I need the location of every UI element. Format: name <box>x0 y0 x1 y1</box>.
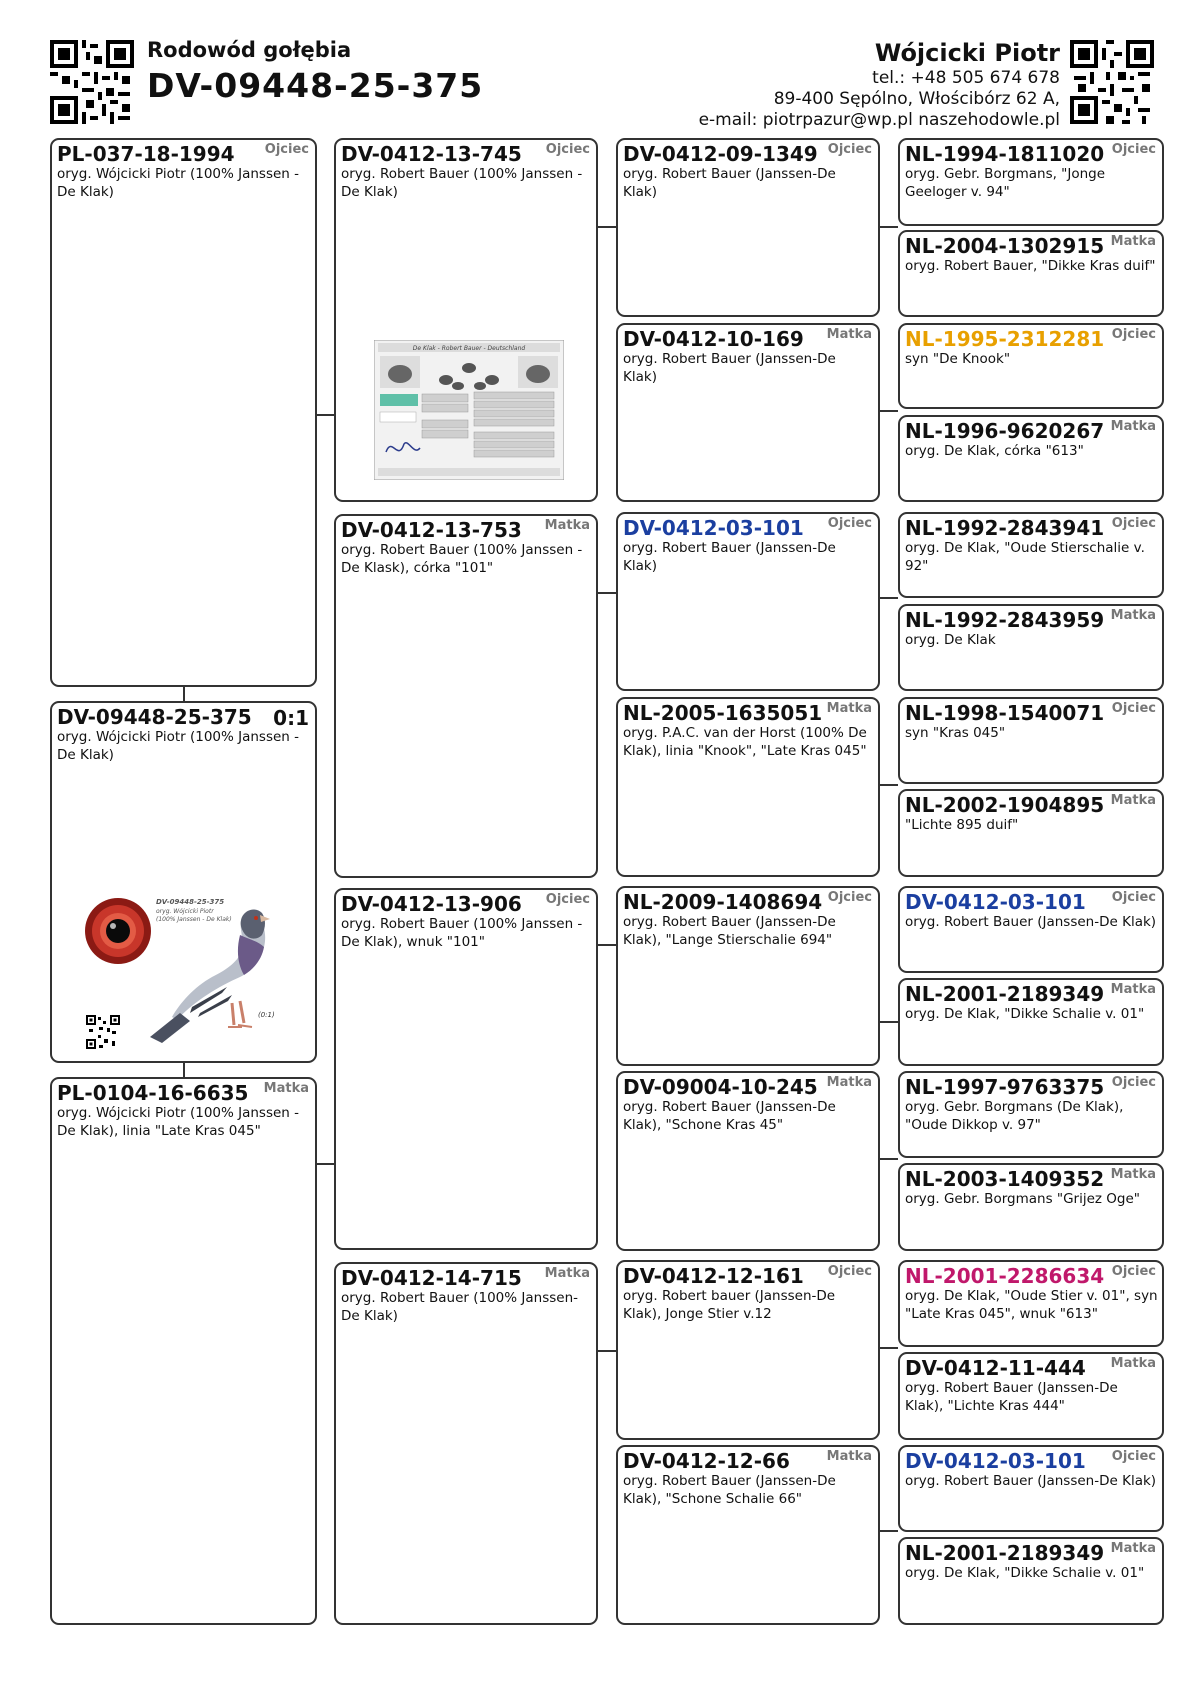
bird-description: oryg. Robert Bauer (Janssen-De Klak), "Schone Kras 45" <box>623 1099 836 1133</box>
pedigree-card-gen4[interactable] <box>898 978 1164 1066</box>
pedigree-card-gen4[interactable] <box>898 415 1164 502</box>
qr-code-left <box>50 40 134 124</box>
ring-number: NL-2005-1635051 <box>623 701 823 725</box>
ring-number: NL-1992-2843959 <box>905 608 1105 632</box>
document-photo-title: De Klak - Robert Bauer - Deutschland <box>412 345 526 352</box>
pedigree-card-sire[interactable] <box>50 138 317 687</box>
bird-description: oryg. Wójcicki Piotr (100% Janssen - De Klak) <box>57 729 300 763</box>
connector <box>317 414 334 416</box>
sex-label: Matka <box>826 1449 872 1464</box>
ring-number: DV-09448-25-375 <box>57 705 252 729</box>
bird-description: oryg. P.A.C. van der Horst (100% De Klak), linia "Knook", "Late Kras 045" <box>623 725 867 759</box>
pedigree-card-gen4[interactable] <box>898 1071 1164 1158</box>
pedigree-card-gen4[interactable] <box>898 1352 1164 1440</box>
ring-number: NL-1994-1811020 <box>905 142 1105 166</box>
sex-label: Ojciec <box>1111 327 1156 342</box>
ring-number: NL-2004-1302915 <box>905 234 1105 258</box>
ring-number: DV-0412-14-715 <box>341 1266 522 1290</box>
bird-description: syn "De Knook" <box>905 351 1011 367</box>
connector <box>598 1350 616 1352</box>
pedigree-card-gen4[interactable] <box>898 138 1164 226</box>
sex-label: Matka <box>826 701 872 716</box>
bird-description: oryg. Robert Bauer (Janssen-De Klak) <box>905 1473 1157 1489</box>
pedigree-card-gen2[interactable] <box>334 514 598 878</box>
sex-label: Ojciec <box>1111 1264 1156 1279</box>
sex-label: Ojciec <box>1111 516 1156 531</box>
sex-label: Matka <box>1110 419 1156 434</box>
sex-label: Ojciec <box>827 142 872 157</box>
sex-label: Matka <box>1110 608 1156 623</box>
owner-info <box>699 38 1060 131</box>
connector <box>880 597 898 599</box>
ring-number: DV-0412-09-1349 <box>623 142 818 166</box>
ring-number: DV-0412-11-444 <box>905 1356 1086 1380</box>
pedigree-document-photo <box>374 340 564 480</box>
sex-label: Matka <box>1110 1356 1156 1371</box>
owner-name: Wójcicki Piotr <box>874 39 1060 67</box>
sex-label: Matka <box>1110 234 1156 249</box>
pedigree-card-gen3[interactable] <box>616 697 880 877</box>
sex-label: Ojciec <box>827 516 872 531</box>
sex-label: Ojciec <box>264 142 309 157</box>
sex-label: Ojciec <box>1111 701 1156 716</box>
ring-number: NL-1997-9763375 <box>905 1075 1105 1099</box>
pedigree-card-gen3[interactable] <box>616 512 880 691</box>
photo-caption-ring: DV-09448-25-375 <box>156 898 225 906</box>
bird-description: oryg. Gebr. Borgmans "Grijez Oge" <box>905 1191 1141 1207</box>
pedigree-card-gen3[interactable] <box>616 1260 880 1440</box>
connector <box>880 1021 898 1023</box>
connector <box>880 1158 898 1160</box>
ring-number: DV-0412-13-906 <box>341 892 522 916</box>
bird-description: oryg. Robert Bauer (Janssen-De Klak), "Lange Stierschalie 694" <box>623 914 836 948</box>
pedigree-card-gen4[interactable] <box>898 323 1164 409</box>
pedigree-card-gen3[interactable] <box>616 138 880 317</box>
connector <box>880 410 898 412</box>
connector <box>880 226 898 228</box>
ring-number: DV-0412-12-66 <box>623 1449 790 1473</box>
sex-label: Matka <box>1110 1541 1156 1556</box>
sex-label: Matka <box>1110 793 1156 808</box>
pedigree-card-subject[interactable] <box>50 701 317 1063</box>
bird-description: oryg. De Klak, córka "613" <box>905 443 1084 459</box>
bird-description: oryg. Robert bauer (Janssen-De Klak), Jonge Stier v.12 <box>623 1288 836 1322</box>
pedigree-card-gen3[interactable] <box>616 886 880 1066</box>
photo-caption-owner: oryg. Wójcicki Piotr <box>156 908 214 915</box>
sex-label: Ojciec <box>1111 890 1156 905</box>
pedigree-card-gen4[interactable] <box>898 230 1164 317</box>
connector <box>183 687 185 701</box>
sex-label: Ojciec <box>1111 1449 1156 1464</box>
pedigree-card-gen3[interactable] <box>616 1071 880 1251</box>
connector <box>880 1347 898 1349</box>
ring-number: NL-1992-2843941 <box>905 516 1105 540</box>
connector <box>598 944 616 946</box>
sex-label: Matka <box>544 1266 590 1281</box>
sex-label: Matka <box>1110 1167 1156 1182</box>
bird-description: oryg. Gebr. Borgmans, "Jonge Geeloger v. 94" <box>905 166 1106 200</box>
connector <box>183 1063 185 1077</box>
bird-description: oryg. Robert Bauer (Janssen-De Klak), "Schone Schalie 66" <box>623 1473 836 1507</box>
sex-label: Matka <box>826 1075 872 1090</box>
ring-number: NL-2003-1409352 <box>905 1167 1105 1191</box>
sex-label: Ojciec <box>1111 1075 1156 1090</box>
ring-number: DV-0412-03-101 <box>905 890 1086 914</box>
ring-number: NL-1998-1540071 <box>905 701 1105 725</box>
ring-number: NL-1995-2312281 <box>905 327 1105 351</box>
sex-label: Ojciec <box>545 892 590 907</box>
ring-number: DV-09004-10-245 <box>623 1075 818 1099</box>
pedigree-card-gen3[interactable] <box>616 1445 880 1625</box>
ring-number: NL-2002-1904895 <box>905 793 1105 817</box>
pedigree-card-gen4[interactable] <box>898 604 1164 691</box>
ring-number: NL-2001-2189349 <box>905 982 1105 1006</box>
pedigree-card-dam[interactable] <box>50 1077 317 1625</box>
bird-description: oryg. De Klak, "Oude Stierschalie v. 92" <box>905 540 1145 574</box>
sex-label: Matka <box>826 327 872 342</box>
ring-number: NL-2009-1408694 <box>623 890 823 914</box>
sex-label: Ojciec <box>545 142 590 157</box>
bird-description: "Lichte 895 duif" <box>905 817 1019 833</box>
bird-description: oryg. De Klak <box>905 632 996 648</box>
bird-description: oryg. Wójcicki Piotr (100% Janssen - De Klak) <box>57 166 300 200</box>
bird-description: oryg. De Klak, "Dikke Schalie v. 01" <box>905 1006 1145 1022</box>
pigeon-photo <box>82 895 287 1055</box>
owner-address: 89-400 Sępólno, Włościbórz 62 A, <box>773 89 1060 109</box>
pedigree-card-gen2[interactable] <box>334 138 598 502</box>
eye-photo <box>84 898 154 965</box>
pedigree-card-gen4[interactable] <box>898 1537 1164 1625</box>
pedigree-card-gen4[interactable] <box>898 1163 1164 1251</box>
bird-description: oryg. Robert Bauer, "Dikke Kras duif" <box>905 258 1156 274</box>
ring-number: PL-0104-16-6635 <box>57 1081 249 1105</box>
bird-description: oryg. Robert Bauer (Janssen-De Klak) <box>623 540 836 574</box>
bird-description: syn "Kras 045" <box>905 725 1006 741</box>
pedigree-card-gen4[interactable] <box>898 886 1164 973</box>
connector <box>598 592 616 594</box>
ring-number: DV-0412-10-169 <box>623 327 804 351</box>
bird-description: oryg. Robert Bauer (Janssen-De Klak) <box>623 166 836 200</box>
ring-number: DV-0412-12-161 <box>623 1264 804 1288</box>
connector <box>880 1530 898 1532</box>
sex-label: Matka <box>263 1081 309 1096</box>
pedigree-card-gen3[interactable] <box>616 323 880 502</box>
qr-code-right <box>1070 40 1154 124</box>
bird-description: oryg. Robert Bauer (Janssen-De Klak) <box>623 351 836 385</box>
sex-label: Ojciec <box>1111 142 1156 157</box>
bird-description: oryg. Robert Bauer (100% Janssen - De Klak) <box>341 166 583 200</box>
pedigree-card-gen2[interactable] <box>334 888 598 1250</box>
sex-label: Ojciec <box>827 1264 872 1279</box>
ring-number: PL-037-18-1994 <box>57 142 235 166</box>
bird-description: oryg. Gebr. Borgmans (De Klak), "Oude Dikkop v. 97" <box>905 1099 1124 1133</box>
photo-caption-badge: (0:1) <box>258 1011 275 1019</box>
connector <box>880 784 898 786</box>
ring-number: DV-0412-03-101 <box>905 1449 1086 1473</box>
bird-description: oryg. De Klak, "Oude Stier v. 01", syn "Late Kras 045", wnuk "613" <box>905 1288 1158 1322</box>
bird-description: oryg. Robert Bauer (Janssen-De Klak), "Lichte Kras 444" <box>905 1380 1118 1414</box>
sex-label: Matka <box>544 518 590 533</box>
page-title-ring: DV-09448-25-375 <box>147 66 484 105</box>
sex-label: Ojciec <box>827 890 872 905</box>
photo-qr-code <box>86 1015 120 1049</box>
ring-number: NL-2001-2286634 <box>905 1264 1105 1288</box>
pedigree-card-gen2[interactable] <box>334 1262 598 1625</box>
bird-description: oryg. Robert Bauer (100% Janssen - De Klak), wnuk "101" <box>341 916 583 950</box>
bird-description: oryg. De Klak, "Dikke Schalie v. 01" <box>905 1565 1145 1581</box>
ring-number: NL-2001-2189349 <box>905 1541 1105 1565</box>
pedigree-card-gen4[interactable] <box>898 512 1164 598</box>
connector <box>598 226 616 228</box>
owner-phone: tel.: +48 505 674 678 <box>872 68 1060 88</box>
pedigree-card-gen4[interactable] <box>898 697 1164 784</box>
bird-description: oryg. Wójcicki Piotr (100% Janssen - De Klak), linia "Late Kras 045" <box>57 1105 300 1139</box>
ring-number: DV-0412-13-753 <box>341 518 522 542</box>
owner-contact: e-mail: piotrpazur@wp.pl naszehodowle.pl <box>698 110 1060 130</box>
bird-description: oryg. Robert Bauer (Janssen-De Klak) <box>905 914 1157 930</box>
pedigree-card-gen4[interactable] <box>898 1260 1164 1347</box>
pedigree-card-gen4[interactable] <box>898 789 1164 877</box>
bird-description: oryg. Robert Bauer (100% Janssen - De Klask), córka "101" <box>341 542 583 576</box>
ring-number: DV-0412-03-101 <box>623 516 804 540</box>
document-type: Rodowód gołębia <box>147 38 352 62</box>
pedigree-card-gen4[interactable] <box>898 1445 1164 1532</box>
ring-number: NL-1996-9620267 <box>905 419 1105 443</box>
sex-label: Matka <box>1110 982 1156 997</box>
photo-caption-line: (100% Janssen - De Klak) <box>156 916 232 923</box>
ring-number: DV-0412-13-745 <box>341 142 522 166</box>
bird-description: oryg. Robert Bauer (100% Janssen-De Klak) <box>341 1290 578 1324</box>
result-badge: 0:1 <box>273 706 309 730</box>
connector <box>317 1163 334 1165</box>
